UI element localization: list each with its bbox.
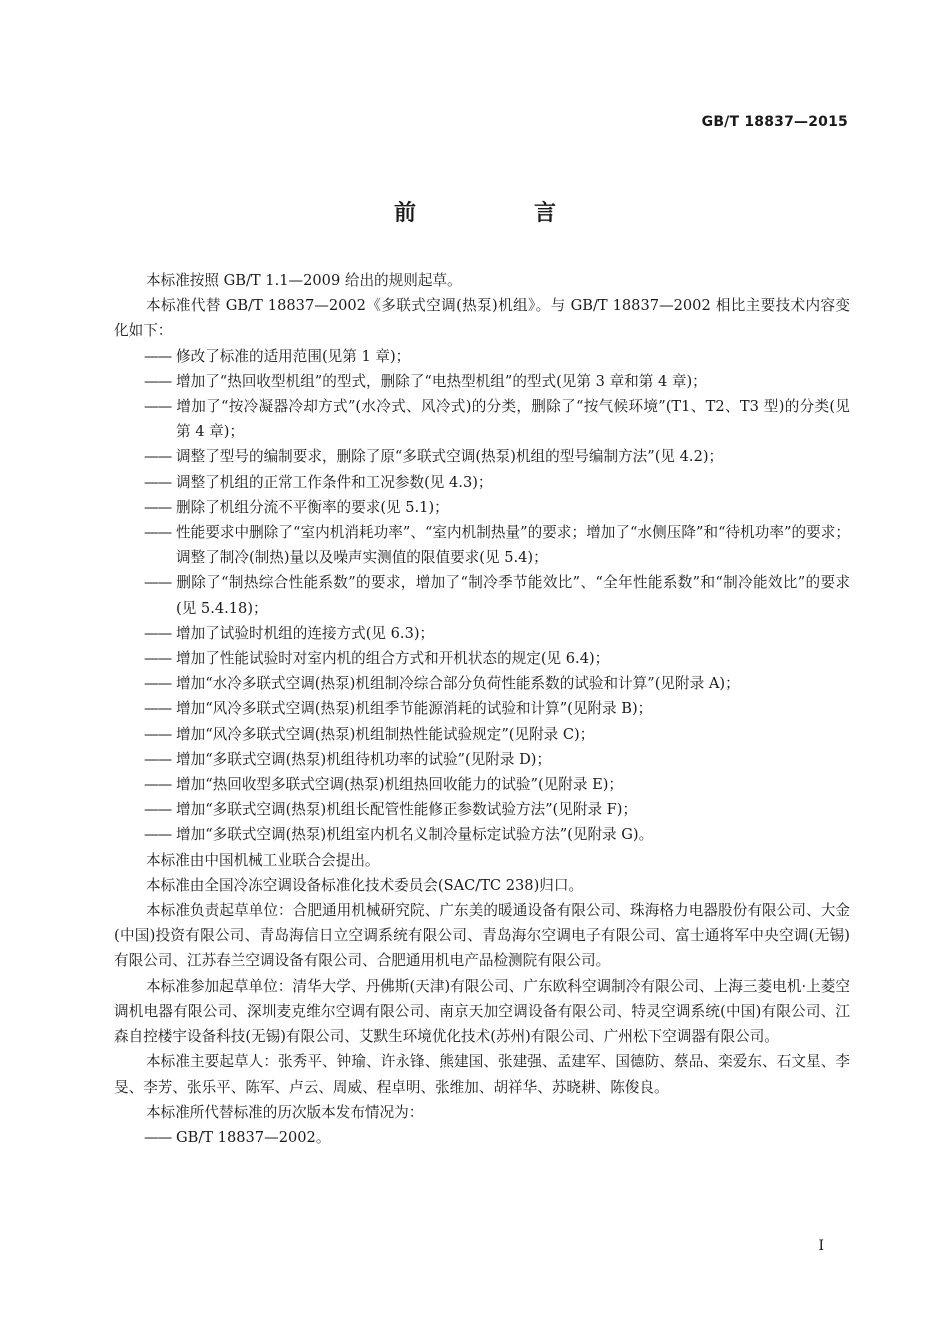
list-item: —— 删除了“制热综合性能系数”的要求，增加了“制冷季节能效比”、“全年性能系数”和“制冷能效比”的要求(见 5.4.18)； bbox=[144, 574, 850, 617]
list-item: —— 调整了型号的编制要求，删除了原“多联式空调(热泵)机组的型号编制方法”(见 4.2)； bbox=[144, 448, 724, 466]
list-item: —— 修改了标准的适用范围(见第 1 章)； bbox=[144, 347, 411, 365]
list-item: —— 增加“多联式空调(热泵)机组室内机名义制冷量标定试验方法”(见附录 G)。 bbox=[144, 826, 654, 844]
list-item: —— 增加了“按冷凝器冷却方式”(水冷式、风冷式)的分类，删除了“按气候环境”(T1、T2、T3 型)的分类(见第 4 章)； bbox=[144, 398, 850, 441]
paragraph: 本标准按照 GB/T 1.1—2009 给出的规则起草。 bbox=[146, 272, 462, 289]
document-body bbox=[114, 268, 850, 1150]
paragraph: 本标准由中国机械工业联合会提出。 bbox=[146, 851, 380, 869]
paragraph: 本标准由全国冷冻空调设备标准化技术委员会(SAC/TC 238)归口。 bbox=[146, 876, 584, 894]
list-item: —— 增加了试验时机组的连接方式(见 6.3)； bbox=[144, 624, 435, 642]
change-list bbox=[114, 344, 850, 848]
page-title: 前 言 bbox=[393, 201, 604, 226]
list-item: —— 调整了机组的正常工作条件和工况参数(见 4.3)； bbox=[144, 473, 493, 491]
paragraph: 本标准代替 GB/T 18837—2002《多联式空调(热泵)机组》。与 GB/T 18837—2002 相比主要技术内容变化如下： bbox=[114, 297, 850, 340]
list-item: —— 增加“热回收型多联式空调(热泵)机组热回收能力的试验”(见附录 E)； bbox=[144, 776, 624, 794]
paragraph: 本标准参加起草单位：清华大学、丹佛斯(天津)有限公司、广东欧科空调制冷有限公司、上海三菱电机·上菱空调机电器有限公司、深圳麦克维尔空调有限公司、南京天加空调设备有限公司、特灵空调系统(中国)有限公司、江森自控楼宇设备科技(无锡)有限公司、艾默生环境优化技术(苏州)有限公司、广州松下空调器有限公司。 bbox=[114, 977, 850, 1046]
list-item: —— 增加“风冷多联式空调(热泵)机组季节能源消耗的试验和计算”(见附录 B)； bbox=[144, 700, 653, 718]
list-item: —— 增加“风冷多联式空调(热泵)机组制热性能试验规定”(见附录 C)； bbox=[144, 725, 595, 743]
paragraph: 本标准主要起草人：张秀平、钟瑜、许永锋、熊建国、张建强、孟建军、国德防、蔡品、栾爱东、石文星、李旻、李芳、张乐平、陈军、卢云、周威、程卓明、张维加、胡祥华、苏晓耕、陈俊良。 bbox=[114, 1053, 850, 1096]
list-item: —— 增加“多联式空调(热泵)机组长配管性能修正参数试验方法”(见附录 F)； bbox=[144, 801, 638, 819]
list-item: —— 增加了性能试验时对室内机的组合方式和开机状态的规定(见 6.4)； bbox=[144, 650, 610, 668]
paragraph: 本标准负责起草单位：合肥通用机械研究院、广东美的暖通设备有限公司、珠海格力电器股份有限公司、大金(中国)投资有限公司、青岛海信日立空调系统有限公司、青岛海尔空调电子有限公司、富士通将军中央空调(无锡)有限公司、江苏春兰空调设备有限公司、合肥通用机电产品检测院有限公司。 bbox=[114, 902, 850, 970]
page-number: I bbox=[818, 1238, 824, 1254]
list-item: —— GB/T 18837—2002。 bbox=[144, 1128, 331, 1146]
list-item: —— 增加“水冷多联式空调(热泵)机组制冷综合部分负荷性能系数的试验和计算”(见附录 A)； bbox=[144, 675, 740, 693]
paragraph: 本标准所代替标准的历次版本发布情况为： bbox=[146, 1103, 424, 1121]
list-item: —— 增加了“热回收型机组”的型式，删除了“电热型机组”的型式(见第 3 章和第 4 章)； bbox=[144, 372, 707, 390]
list-item: —— 增加“多联式空调(热泵)机组待机功率的试验”(见附录 D)； bbox=[144, 750, 552, 768]
standard-code: GB/T 18837—2015 bbox=[701, 114, 848, 130]
list-item: —— 性能要求中删除了“室内机消耗功率”、“室内机制热量”的要求；增加了“水侧压降”和“待机功率”的要求；调整了制冷(制热)量以及噪声实测值的限值要求(见 5.4)； bbox=[144, 524, 850, 567]
list-item: —— 删除了机组分流不平衡率的要求(见 5.1)； bbox=[144, 498, 449, 516]
